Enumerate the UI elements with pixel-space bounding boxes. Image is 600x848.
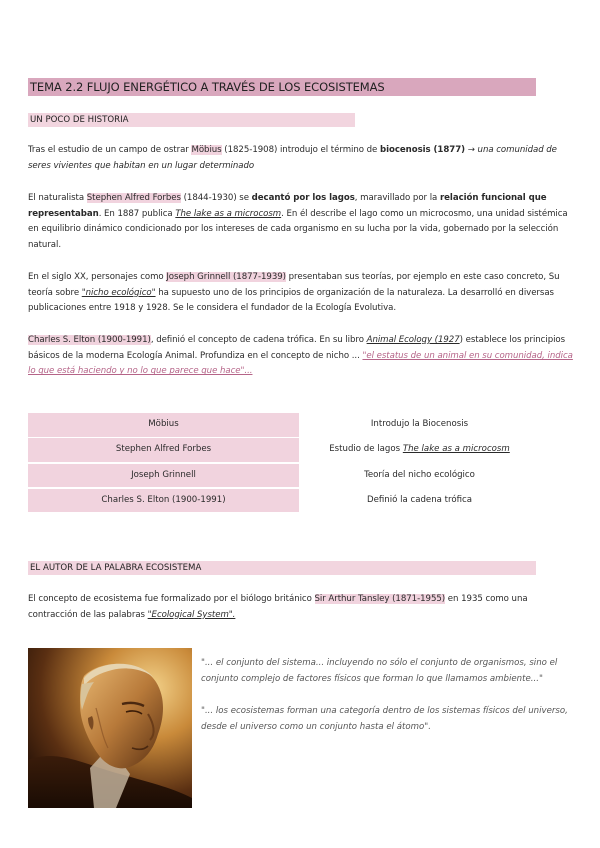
elton-quote: "el estatus de un animal en su comunidad, indica lo que está haciendo y no lo que parece que hace"... [28,350,573,377]
highlight-tansley: Sir Arthur Tansley (1871-1955) [314,594,446,604]
table-row [28,464,536,489]
text: Estudio de lagos [329,444,403,455]
text: → [465,145,478,155]
text: El naturalista [28,193,87,203]
italic-definition: una comunidad de seres vivientes que habitan en un lugar determinado [28,145,557,171]
section-heading-ecosystem-author: EL AUTOR DE LA PALABRA ECOSISTEMA [28,561,536,575]
table-cell-desc: Definió la cadena trófica [366,494,473,505]
book-title-lake: The lake as a microcosm [175,208,282,219]
table-cell-name: Möbius [28,413,299,437]
text: ha supuesto uno de los principios de organización de la naturaleza. La desarrolló en diversas publicaciones entre 1918 y 1928. Se le considera el fundador de la Ecología Evolutiva. [28,287,554,314]
text: , definió el concepto de cadena trófica. En su libro [150,335,367,345]
text: ) establece los principios básicos de la moderna Ecología Animal. Profundiza en el concepto de nicho ... [28,335,566,361]
term-ecological-system: "Ecological System". [147,609,236,620]
paragraph-grinnell [28,270,573,317]
table-cell-desc [303,438,536,462]
highlight-elton: Charles S. Elton (1900-1991) [28,335,151,345]
paragraph-elton [28,333,573,380]
paragraph-tansley [28,592,573,623]
table-row [28,438,536,463]
summary-table [28,413,536,514]
text: en 1935 como una contracción de las palabras [28,594,528,620]
term-nicho: "nicho ecológico" [81,287,156,298]
bold-lagos: decantó por los lagos [251,193,355,203]
text: presentaban sus teorías, por ejemplo en este caso concreto, Su teoría sobre [28,272,560,298]
table-cell-desc: Teoría del nicho ecológico [364,469,475,480]
text: , maravillado por la [354,193,440,203]
paragraph-mobius [28,143,573,174]
page-title: TEMA 2.2 FLUJO ENERGÉTICO A TRAVÉS DE LOS ECOSISTEMAS [28,78,536,96]
bold-biocenosis: biocenosis (1877) [379,145,466,155]
text: . En él describe el lago como un microcosmo, una unidad sistémica en equilibrio dinámico condicionado por los intereses de cada organismo en su lucha por la vida, gobernado por la selección natural. [28,208,568,251]
table-cell-name: Joseph Grinnell [28,464,299,488]
text: En el siglo XX, personajes como [28,272,167,282]
table-row [28,413,536,438]
table-cell-name: Stephen Alfred Forbes [28,438,299,462]
text: Tras el estudio de un campo de ostrar [28,145,192,155]
portrait-photo [28,648,192,808]
bold-relacion: relación funcional que representaban [28,193,547,219]
text: . En 1887 publica [98,208,176,219]
text: El concepto de ecosistema fue formalizado por el biólogo británico [28,594,315,604]
table-cell-name: Charles S. Elton (1900-1991) [28,489,299,513]
tansley-quote-1: "... el conjunto del sistema... incluyendo no sólo el conjunto de organismos, sino el conjunto complejo de factores físicos que forman lo que llamamos ambiente..." [201,658,558,684]
highlight-forbes: Stephen Alfred Forbes [86,193,181,203]
text: (1844-1930) se [180,193,252,203]
text: (1825-1908) introdujo el término de [221,145,380,155]
book-title-lake: The lake as a microcosm [402,444,510,455]
highlight-grinnell: Joseph Grinnell (1877-1939) [166,272,286,282]
book-title-animal-ecology: Animal Ecology (1927 [366,335,460,345]
highlight-mobius: Möbius [191,145,222,155]
section-heading-history: UN POCO DE HISTORIA [28,113,355,127]
table-row [28,489,536,514]
tansley-quote-2: "... los ecosistemas forman una categoría dentro de los sistemas físicos del universo, desde el universo como un conjunto hasta el átomo". [201,706,568,732]
paragraph-forbes [28,191,573,254]
table-cell-desc: Introdujo la Biocenosis [370,419,469,429]
